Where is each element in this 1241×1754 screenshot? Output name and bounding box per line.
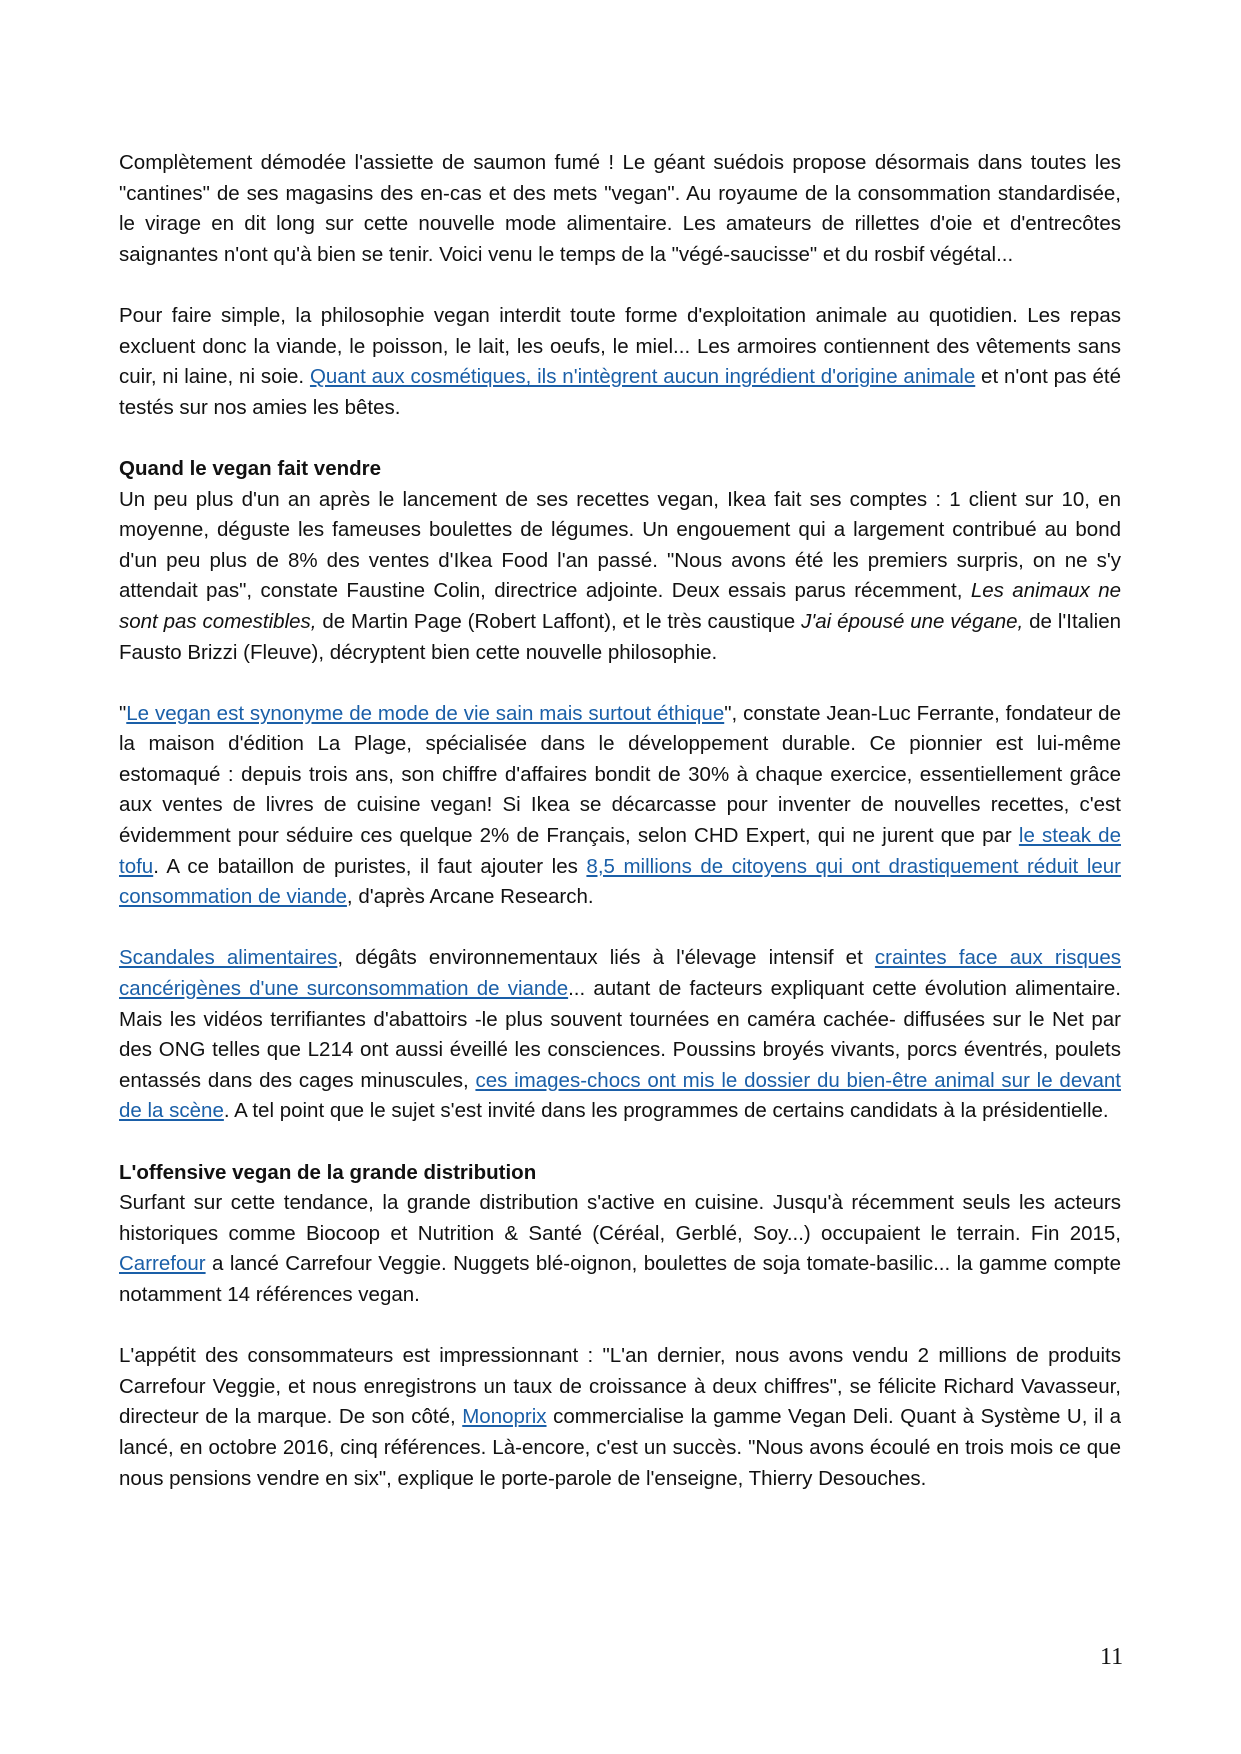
text-span: ", constate Jean-Luc Ferrante, fondateur de la maison d'édition La Plage, spécialisée dans le développement durable. Ce pionnier est lui-même estomaqué : depuis trois ans, son chiffre d'affaires bondit de 30% à chaque exercice, essentiellement grâce aux ventes de livres de cuisine vegan! Si Ikea se décarcasse pour inventer de nouvelles recettes, c'est évidemment pour séduire ces quelque 2% de Français, selon CHD Expert, qui ne jurent que par [119, 701, 1121, 848]
link-monoprix[interactable]: Monoprix [462, 1405, 547, 1429]
section-heading-retail-offensive: L'offensive vegan de la grande distribution [119, 1160, 537, 1184]
link-vegan-ethics[interactable]: Le vegan est synonyme de mode de vie sain mais surtout éthique [126, 701, 725, 725]
text-span: Surfant sur cette tendance, la grande distribution s'active en cuisine. Jusqu'à récemment seuls les acteurs historiques comme Biocoop et Nutrition & Santé (Céréal, Gerblé, Soy...) occupaient le terrain. Fin 2015, [119, 1191, 1121, 1245]
text-span: commercialise la gamme Vegan Deli. Quant à Système U, il a lancé, en octobre 2016, cinq références. Là-encore, c'est un succès. "Nous avons écoulé en trois mois ce que nous pensions vendre en six", explique le porte-parole de l'enseigne, Thierry Desouches. [119, 1405, 1121, 1490]
text-span: Pour faire simple, la philosophie vegan interdit toute forme d'exploitation animale au quotidien. Les repas excluent donc la viande, le poisson, le lait, les oeufs, le miel... Les armoires contiennent des vêtements sans cuir, ni laine, ni soie. [119, 303, 1121, 389]
text-span: a lancé Carrefour Veggie. Nuggets blé-oignon, boulettes de soja tomate-basilic... la gamme compte notamment 14 références vegan. [119, 1252, 1121, 1306]
paragraph-scandals [119, 943, 1121, 1127]
text-span: Un peu plus d'un an après le lancement de ses recettes vegan, Ikea fait ses comptes : 1 client sur 10, en moyenne, déguste les fameuses boulettes de légumes. Un engouement qui a largement contribué au bond d'un peu plus de 8% des ventes d'Ikea Food l'an passé. "Nous avons été les premiers surpris, on ne s'y attendait pas", constate Faustine Colin, directrice adjointe. Deux essais parus récemment, [119, 487, 1121, 603]
link-cosmetics[interactable]: Quant aux cosmétiques, ils n'intègrent aucun ingrédient d'origine animale [309, 365, 976, 389]
link-cancer-risks[interactable]: craintes face aux risques cancérigènes d'une surconsommation de viande [119, 946, 1121, 1001]
document-page [119, 148, 1121, 1525]
text-span: , dégâts environnementaux liés à l'élevage intensif et [337, 946, 875, 970]
book-title-1: Les animaux ne sont pas comestibles, [119, 579, 1122, 633]
text-span: " [119, 701, 127, 725]
link-food-scandals[interactable]: Scandales alimentaires [119, 946, 338, 970]
link-tofu-steak[interactable]: le steak de tofu [119, 824, 1121, 878]
text-span: et n'ont pas été testés sur nos amies les bêtes. [119, 365, 1121, 419]
text-span: L'appétit des consommateurs est impressionnant : "L'an dernier, nous avons vendu 2 millions de produits Carrefour Veggie, et nous enregistrons un taux de croissance à deux chiffres", se félicite Richard Vavasseur, directeur de la marque. De son côté, [119, 1344, 1121, 1429]
page-number: 11 [1100, 1644, 1124, 1670]
paragraph-la-plage [119, 699, 1121, 913]
text-span: , d'après Arcane Research. [346, 885, 594, 909]
text-span: . A tel point que le sujet s'est invité dans les programmes de certains candidats à la présidentielle. [223, 1099, 1109, 1123]
link-carrefour[interactable]: Carrefour [119, 1252, 206, 1276]
section-heading-vegan-sells: Quand le vegan fait vendre [119, 456, 382, 480]
text-span: de l'Italien Fausto Brizzi (Fleuve), décryptent bien cette nouvelle philosophie. [119, 609, 1121, 664]
text-span: ... autant de facteurs expliquant cette évolution alimentaire. Mais les vidéos terrifiantes d'abattoirs -le plus souvent tournées en caméra cachée- diffusées sur le Net par des ONG telles que L214 ont aussi éveillé les consciences. Poussins broyés vivants, porcs éventrés, poulets entassés dans des cages minuscules, [119, 977, 1121, 1092]
paragraph-intro: Complètement démodée l'assiette de saumon fumé ! Le géant suédois propose désormais dans toutes les "cantines" de ses magasins des en-cas et des mets "vegan". Au royaume de la consommation standardisée, le virage en dit long sur cette nouvelle mode alimentaire. Les amateurs de rillettes d'oie et d'entrecôtes saignantes n'ont qu'à bien se tenir. Voici venu le temps de la "végé-saucisse" et du rosbif végétal... [119, 151, 1121, 266]
book-title-2: J'ai épousé une végane, [801, 609, 1024, 633]
text-span: de Martin Page (Robert Laffont), et le très caustique [316, 609, 802, 633]
paragraph-carrefour [119, 1188, 1121, 1310]
paragraph-philosophy [119, 301, 1121, 423]
paragraph-consumer-appetite [119, 1341, 1121, 1494]
text-span: . A ce bataillon de puristes, il faut ajouter les [153, 854, 587, 878]
paragraph-ikea [119, 485, 1121, 669]
link-8-5-millions[interactable]: 8,5 millions de citoyens qui ont drastiquement réduit leur consommation de viande [119, 854, 1121, 909]
link-shock-images[interactable]: ces images-chocs ont mis le dossier du bien-être animal sur le devant de la scène [119, 1068, 1121, 1123]
